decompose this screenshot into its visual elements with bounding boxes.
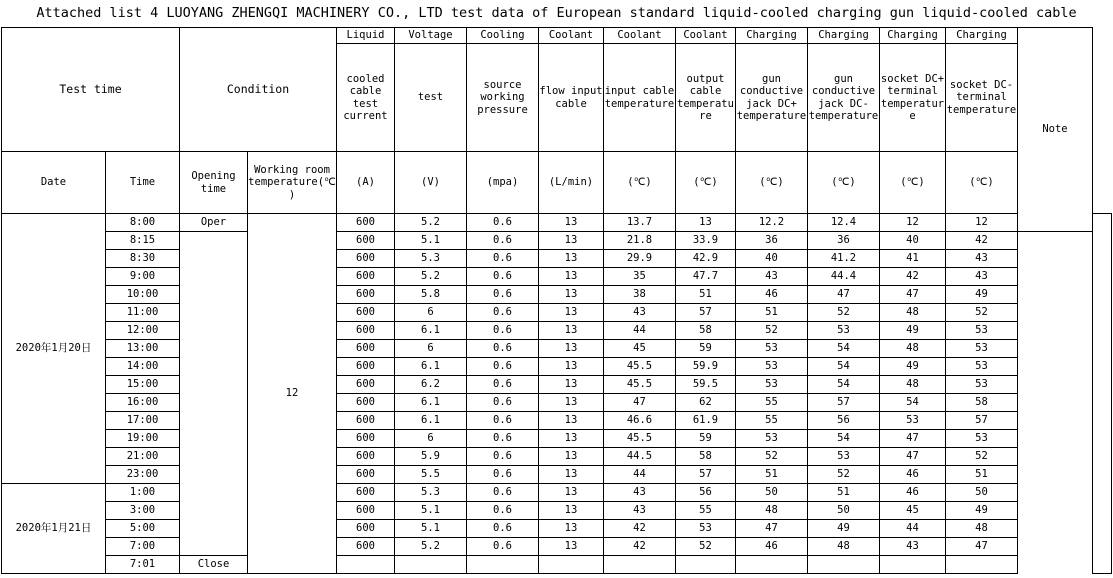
cell-voltage: 5.2 — [395, 268, 467, 286]
cell-pressure: 0.6 — [467, 214, 539, 232]
table-row — [2, 394, 1112, 412]
cell-time: 8:15 — [106, 232, 180, 250]
cell-time: 7:01 — [106, 556, 180, 574]
table-row — [2, 466, 1112, 484]
cell-current: 600 — [337, 376, 395, 394]
cell-socket-dc-plus: 41 — [880, 250, 946, 268]
header-top-gun-dc-minus: Charging — [808, 28, 880, 44]
cell-opening-time-close: Close — [180, 556, 248, 574]
cell-flow — [539, 556, 604, 574]
cell-pressure: 0.6 — [467, 232, 539, 250]
date-cell-1: 2020年1月20日 — [2, 214, 106, 484]
header-top-cooling: Cooling — [467, 28, 539, 44]
cell-coolant-out: 57 — [676, 466, 736, 484]
cell-coolant-in: 43 — [604, 502, 676, 520]
table-row — [2, 376, 1112, 394]
cell-voltage: 5.8 — [395, 286, 467, 304]
header-top-coolant-out: Coolant — [676, 28, 736, 44]
cell-socket-dc-plus: 46 — [880, 466, 946, 484]
cell-coolant-in: 45 — [604, 340, 676, 358]
cell-time: 21:00 — [106, 448, 180, 466]
cell-current: 600 — [337, 214, 395, 232]
cell-voltage: 6.1 — [395, 322, 467, 340]
cell-voltage: 5.1 — [395, 232, 467, 250]
cell-socket-dc-minus: 42 — [946, 232, 1018, 250]
header-desc-gun-dc-plus: gun conductive jack DC+ temperature — [736, 44, 808, 152]
header-top-coolant-flow: Coolant — [539, 28, 604, 44]
cell-voltage: 5.2 — [395, 214, 467, 232]
cell-coolant-in: 45.5 — [604, 376, 676, 394]
cell-coolant-out: 56 — [676, 484, 736, 502]
cell-time: 16:00 — [106, 394, 180, 412]
cell-gun-dc-plus: 47 — [736, 520, 808, 538]
unit-flow: (L/min) — [539, 152, 604, 214]
cell-time: 14:00 — [106, 358, 180, 376]
cell-socket-dc-minus — [946, 556, 1018, 574]
cell-gun-dc-plus: 40 — [736, 250, 808, 268]
cell-coolant-out: 33.9 — [676, 232, 736, 250]
cell-coolant-in: 38 — [604, 286, 676, 304]
header-desc-cooling: source working pressure — [467, 44, 539, 152]
cell-coolant-in — [604, 556, 676, 574]
cell-time: 17:00 — [106, 412, 180, 430]
cell-flow: 13 — [539, 538, 604, 556]
cell-coolant-in: 43 — [604, 484, 676, 502]
cell-socket-dc-plus: 46 — [880, 484, 946, 502]
cell-flow: 13 — [539, 358, 604, 376]
cell-gun-dc-minus: 44.4 — [808, 268, 880, 286]
cell-flow: 13 — [539, 268, 604, 286]
cell-current: 600 — [337, 250, 395, 268]
cell-socket-dc-plus: 12 — [880, 214, 946, 232]
unit-gun-dc-plus: (℃) — [736, 152, 808, 214]
cell-socket-dc-plus: 47 — [880, 286, 946, 304]
cell-gun-dc-plus: 53 — [736, 340, 808, 358]
cell-gun-dc-minus: 54 — [808, 430, 880, 448]
header-top-voltage: Voltage — [395, 28, 467, 44]
cell-coolant-out: 42.9 — [676, 250, 736, 268]
unit-socket-dc-minus: (℃) — [946, 152, 1018, 214]
cell-current: 600 — [337, 286, 395, 304]
cell-voltage: 5.1 — [395, 520, 467, 538]
header-condition: Condition — [180, 28, 337, 152]
cell-coolant-in: 21.8 — [604, 232, 676, 250]
cell-current: 600 — [337, 412, 395, 430]
cell-pressure: 0.6 — [467, 358, 539, 376]
cell-socket-dc-plus — [880, 556, 946, 574]
cell-pressure: 0.6 — [467, 430, 539, 448]
table-row — [2, 520, 1112, 538]
cell-flow: 13 — [539, 232, 604, 250]
cell-flow: 13 — [539, 520, 604, 538]
header-test-time: Test time — [2, 28, 180, 152]
cell-time: 8:00 — [106, 214, 180, 232]
cell-current: 600 — [337, 268, 395, 286]
cell-gun-dc-minus: 41.2 — [808, 250, 880, 268]
cell-coolant-out: 59.9 — [676, 358, 736, 376]
cell-current: 600 — [337, 466, 395, 484]
page-title: Attached list 4 LUOYANG ZHENGQI MACHINERY CO., LTD test data of European standard liquid-cooled charging gun liquid-cooled cable — [36, 5, 1077, 21]
cell-pressure: 0.6 — [467, 394, 539, 412]
header-desc-voltage: test — [395, 44, 467, 152]
cell-coolant-out: 51 — [676, 286, 736, 304]
cell-socket-dc-plus: 45 — [880, 502, 946, 520]
cell-coolant-in: 29.9 — [604, 250, 676, 268]
test-data-table — [1, 27, 1112, 574]
cell-coolant-out: 53 — [676, 520, 736, 538]
cell-current: 600 — [337, 232, 395, 250]
cell-gun-dc-minus: 47 — [808, 286, 880, 304]
cell-current: 600 — [337, 448, 395, 466]
cell-coolant-out: 58 — [676, 448, 736, 466]
cell-coolant-out: 62 — [676, 394, 736, 412]
cell-socket-dc-minus: 48 — [946, 520, 1018, 538]
cell-gun-dc-plus: 46 — [736, 286, 808, 304]
cell-coolant-out: 59 — [676, 340, 736, 358]
cell-time: 19:00 — [106, 430, 180, 448]
cell-flow: 13 — [539, 394, 604, 412]
cell-coolant-out: 59.5 — [676, 376, 736, 394]
cell-gun-dc-minus: 12.4 — [808, 214, 880, 232]
cell-socket-dc-plus: 53 — [880, 412, 946, 430]
cell-gun-dc-minus: 52 — [808, 466, 880, 484]
cell-pressure: 0.6 — [467, 340, 539, 358]
cell-gun-dc-plus: 53 — [736, 376, 808, 394]
cell-socket-dc-minus: 53 — [946, 358, 1018, 376]
cell-socket-dc-minus: 51 — [946, 466, 1018, 484]
cell-coolant-in: 42 — [604, 520, 676, 538]
table-row — [2, 250, 1112, 268]
cell-coolant-in: 13.7 — [604, 214, 676, 232]
header-desc-socket-dc-minus: socket DC- terminal temperature — [946, 44, 1018, 152]
cell-coolant-out: 13 — [676, 214, 736, 232]
cell-pressure — [467, 556, 539, 574]
cell-pressure: 0.6 — [467, 502, 539, 520]
table-row — [2, 484, 1112, 502]
cell-flow: 13 — [539, 430, 604, 448]
cell-voltage: 6.1 — [395, 394, 467, 412]
cell-time: 8:30 — [106, 250, 180, 268]
table-row — [2, 232, 1112, 250]
cell-time: 9:00 — [106, 268, 180, 286]
cell-coolant-out — [676, 556, 736, 574]
unit-coolant-out: (℃) — [676, 152, 736, 214]
cell-socket-dc-minus: 43 — [946, 250, 1018, 268]
header-top-socket-dc-plus: Charging — [880, 28, 946, 44]
cell-gun-dc-minus: 54 — [808, 376, 880, 394]
cell-pressure: 0.6 — [467, 484, 539, 502]
cell-flow: 13 — [539, 340, 604, 358]
cell-pressure: 0.6 — [467, 268, 539, 286]
header-desc-coolant-flow: flow input cable — [539, 44, 604, 152]
cell-voltage: 6.1 — [395, 358, 467, 376]
cell-coolant-in: 45.5 — [604, 358, 676, 376]
cell-socket-dc-minus: 50 — [946, 484, 1018, 502]
cell-voltage: 6.2 — [395, 376, 467, 394]
unit-gun-dc-minus: (℃) — [808, 152, 880, 214]
cell-gun-dc-minus: 53 — [808, 448, 880, 466]
cell-flow: 13 — [539, 376, 604, 394]
cell-socket-dc-minus: 57 — [946, 412, 1018, 430]
cell-gun-dc-minus: 51 — [808, 484, 880, 502]
cell-coolant-out: 59 — [676, 430, 736, 448]
cell-socket-dc-minus: 53 — [946, 430, 1018, 448]
cell-socket-dc-plus: 48 — [880, 340, 946, 358]
cell-gun-dc-plus: 52 — [736, 322, 808, 340]
cell-current: 600 — [337, 520, 395, 538]
header-top-gun-dc-plus: Charging — [736, 28, 808, 44]
table-row — [2, 268, 1112, 286]
cell-current: 600 — [337, 484, 395, 502]
cell-voltage: 5.3 — [395, 484, 467, 502]
header-desc-current: cooled cable test current — [337, 44, 395, 152]
unit-coolant-in: (℃) — [604, 152, 676, 214]
cell-gun-dc-plus: 53 — [736, 358, 808, 376]
cell-coolant-out: 52 — [676, 538, 736, 556]
cell-flow: 13 — [539, 448, 604, 466]
cell-pressure: 0.6 — [467, 538, 539, 556]
cell-coolant-in: 46.6 — [604, 412, 676, 430]
cell-gun-dc-minus: 52 — [808, 304, 880, 322]
cell-socket-dc-plus: 43 — [880, 538, 946, 556]
table-row — [2, 304, 1112, 322]
cell-coolant-out: 57 — [676, 304, 736, 322]
cell-room-temperature: 12 — [248, 214, 337, 574]
cell-socket-dc-minus: 43 — [946, 268, 1018, 286]
cell-note — [1093, 214, 1112, 574]
cell-gun-dc-minus: 54 — [808, 340, 880, 358]
cell-flow: 13 — [539, 466, 604, 484]
header-opening-time: Opening time — [180, 152, 248, 214]
cell-current: 600 — [337, 430, 395, 448]
table-row — [2, 538, 1112, 556]
cell-time: 12:00 — [106, 322, 180, 340]
cell-gun-dc-minus: 36 — [808, 232, 880, 250]
cell-coolant-out: 55 — [676, 502, 736, 520]
cell-coolant-in: 44 — [604, 466, 676, 484]
header-desc-coolant-in: input cable temperature — [604, 44, 676, 152]
cell-voltage: 5.9 — [395, 448, 467, 466]
cell-pressure: 0.6 — [467, 520, 539, 538]
header-row-units — [2, 152, 1112, 214]
cell-time: 1:00 — [106, 484, 180, 502]
cell-voltage: 6.1 — [395, 412, 467, 430]
cell-coolant-in: 44 — [604, 322, 676, 340]
cell-socket-dc-plus: 54 — [880, 394, 946, 412]
cell-gun-dc-minus: 49 — [808, 520, 880, 538]
cell-voltage: 5.2 — [395, 538, 467, 556]
header-desc-coolant-out: output cable temperature — [676, 44, 736, 152]
table-row — [2, 556, 1112, 574]
cell-gun-dc-plus: 51 — [736, 304, 808, 322]
cell-time: 5:00 — [106, 520, 180, 538]
cell-current: 600 — [337, 538, 395, 556]
header-working-room-temperature: Working room temperature(℃) — [248, 152, 337, 214]
cell-coolant-in: 43 — [604, 304, 676, 322]
header-desc-socket-dc-plus: socket DC+ terminal temperature — [880, 44, 946, 152]
cell-voltage — [395, 556, 467, 574]
table-row — [2, 286, 1112, 304]
table-row — [2, 502, 1112, 520]
cell-time: 23:00 — [106, 466, 180, 484]
table-row — [2, 340, 1112, 358]
cell-gun-dc-minus: 48 — [808, 538, 880, 556]
cell-flow: 13 — [539, 322, 604, 340]
cell-coolant-out: 61.9 — [676, 412, 736, 430]
cell-flow: 13 — [539, 502, 604, 520]
cell-time: 15:00 — [106, 376, 180, 394]
table-row — [2, 322, 1112, 340]
cell-current: 600 — [337, 394, 395, 412]
cell-voltage: 6 — [395, 430, 467, 448]
cell-coolant-out: 58 — [676, 322, 736, 340]
cell-gun-dc-plus: 46 — [736, 538, 808, 556]
cell-socket-dc-minus: 49 — [946, 502, 1018, 520]
cell-gun-dc-minus: 54 — [808, 358, 880, 376]
cell-coolant-in: 35 — [604, 268, 676, 286]
cell-gun-dc-minus — [808, 556, 880, 574]
cell-opening-time-blank — [180, 232, 248, 556]
cell-voltage: 5.3 — [395, 250, 467, 268]
cell-pressure: 0.6 — [467, 286, 539, 304]
header-top-socket-dc-minus: Charging — [946, 28, 1018, 44]
cell-gun-dc-plus: 52 — [736, 448, 808, 466]
cell-socket-dc-minus: 58 — [946, 394, 1018, 412]
cell-flow: 13 — [539, 484, 604, 502]
cell-gun-dc-plus: 51 — [736, 466, 808, 484]
header-top-current: Liquid — [337, 28, 395, 44]
cell-socket-dc-plus: 49 — [880, 358, 946, 376]
cell-gun-dc-plus — [736, 556, 808, 574]
cell-voltage: 6 — [395, 304, 467, 322]
cell-pressure: 0.6 — [467, 412, 539, 430]
cell-voltage: 6 — [395, 340, 467, 358]
cell-pressure: 0.6 — [467, 466, 539, 484]
cell-socket-dc-minus: 52 — [946, 304, 1018, 322]
table-row — [2, 358, 1112, 376]
cell-gun-dc-plus: 36 — [736, 232, 808, 250]
cell-gun-dc-plus: 50 — [736, 484, 808, 502]
unit-socket-dc-plus: (℃) — [880, 152, 946, 214]
cell-current: 600 — [337, 340, 395, 358]
cell-socket-dc-minus: 53 — [946, 376, 1018, 394]
cell-pressure: 0.6 — [467, 304, 539, 322]
cell-pressure: 0.6 — [467, 322, 539, 340]
cell-socket-dc-minus: 47 — [946, 538, 1018, 556]
cell-time: 7:00 — [106, 538, 180, 556]
cell-socket-dc-plus: 47 — [880, 448, 946, 466]
cell-opening-time: Oper — [180, 214, 248, 232]
cell-gun-dc-plus: 43 — [736, 268, 808, 286]
unit-pressure: (mpa) — [467, 152, 539, 214]
table-row — [2, 214, 1112, 232]
cell-gun-dc-plus: 55 — [736, 412, 808, 430]
header-row-group-names — [2, 28, 1112, 44]
cell-pressure: 0.6 — [467, 448, 539, 466]
cell-coolant-in: 47 — [604, 394, 676, 412]
table-row — [2, 412, 1112, 430]
cell-current: 600 — [337, 358, 395, 376]
cell-coolant-in: 42 — [604, 538, 676, 556]
cell-current — [337, 556, 395, 574]
cell-flow: 13 — [539, 250, 604, 268]
cell-socket-dc-plus: 49 — [880, 322, 946, 340]
cell-time: 11:00 — [106, 304, 180, 322]
cell-flow: 13 — [539, 304, 604, 322]
cell-coolant-out: 47.7 — [676, 268, 736, 286]
cell-pressure: 0.6 — [467, 250, 539, 268]
cell-time: 13:00 — [106, 340, 180, 358]
cell-current: 600 — [337, 502, 395, 520]
cell-pressure: 0.6 — [467, 376, 539, 394]
date-cell-2: 2020年1月21日 — [2, 484, 106, 574]
cell-gun-dc-plus: 12.2 — [736, 214, 808, 232]
cell-gun-dc-minus: 53 — [808, 322, 880, 340]
header-note: Note — [1018, 28, 1093, 232]
cell-current: 600 — [337, 304, 395, 322]
cell-socket-dc-minus: 53 — [946, 322, 1018, 340]
cell-coolant-in: 45.5 — [604, 430, 676, 448]
table-row — [2, 430, 1112, 448]
cell-socket-dc-plus: 48 — [880, 376, 946, 394]
cell-voltage: 5.5 — [395, 466, 467, 484]
cell-time: 10:00 — [106, 286, 180, 304]
cell-gun-dc-minus: 56 — [808, 412, 880, 430]
cell-socket-dc-plus: 47 — [880, 430, 946, 448]
table-row — [2, 448, 1112, 466]
cell-socket-dc-plus: 48 — [880, 304, 946, 322]
cell-socket-dc-plus: 40 — [880, 232, 946, 250]
cell-flow: 13 — [539, 412, 604, 430]
cell-socket-dc-minus: 52 — [946, 448, 1018, 466]
cell-flow: 13 — [539, 286, 604, 304]
cell-gun-dc-plus: 48 — [736, 502, 808, 520]
cell-socket-dc-plus: 44 — [880, 520, 946, 538]
cell-gun-dc-minus: 50 — [808, 502, 880, 520]
header-top-coolant-in: Coolant — [604, 28, 676, 44]
unit-voltage: (V) — [395, 152, 467, 214]
cell-voltage: 5.1 — [395, 502, 467, 520]
header-date: Date — [2, 152, 106, 214]
cell-socket-dc-minus: 53 — [946, 340, 1018, 358]
header-time: Time — [106, 152, 180, 214]
cell-coolant-in: 44.5 — [604, 448, 676, 466]
cell-socket-dc-minus: 12 — [946, 214, 1018, 232]
unit-current: (A) — [337, 152, 395, 214]
header-desc-gun-dc-minus: gun conductive jack DC- temperature — [808, 44, 880, 152]
cell-current: 600 — [337, 322, 395, 340]
cell-socket-dc-plus: 42 — [880, 268, 946, 286]
cell-socket-dc-minus: 49 — [946, 286, 1018, 304]
cell-gun-dc-plus: 55 — [736, 394, 808, 412]
cell-flow: 13 — [539, 214, 604, 232]
cell-time: 3:00 — [106, 502, 180, 520]
cell-gun-dc-minus: 57 — [808, 394, 880, 412]
cell-gun-dc-plus: 53 — [736, 430, 808, 448]
